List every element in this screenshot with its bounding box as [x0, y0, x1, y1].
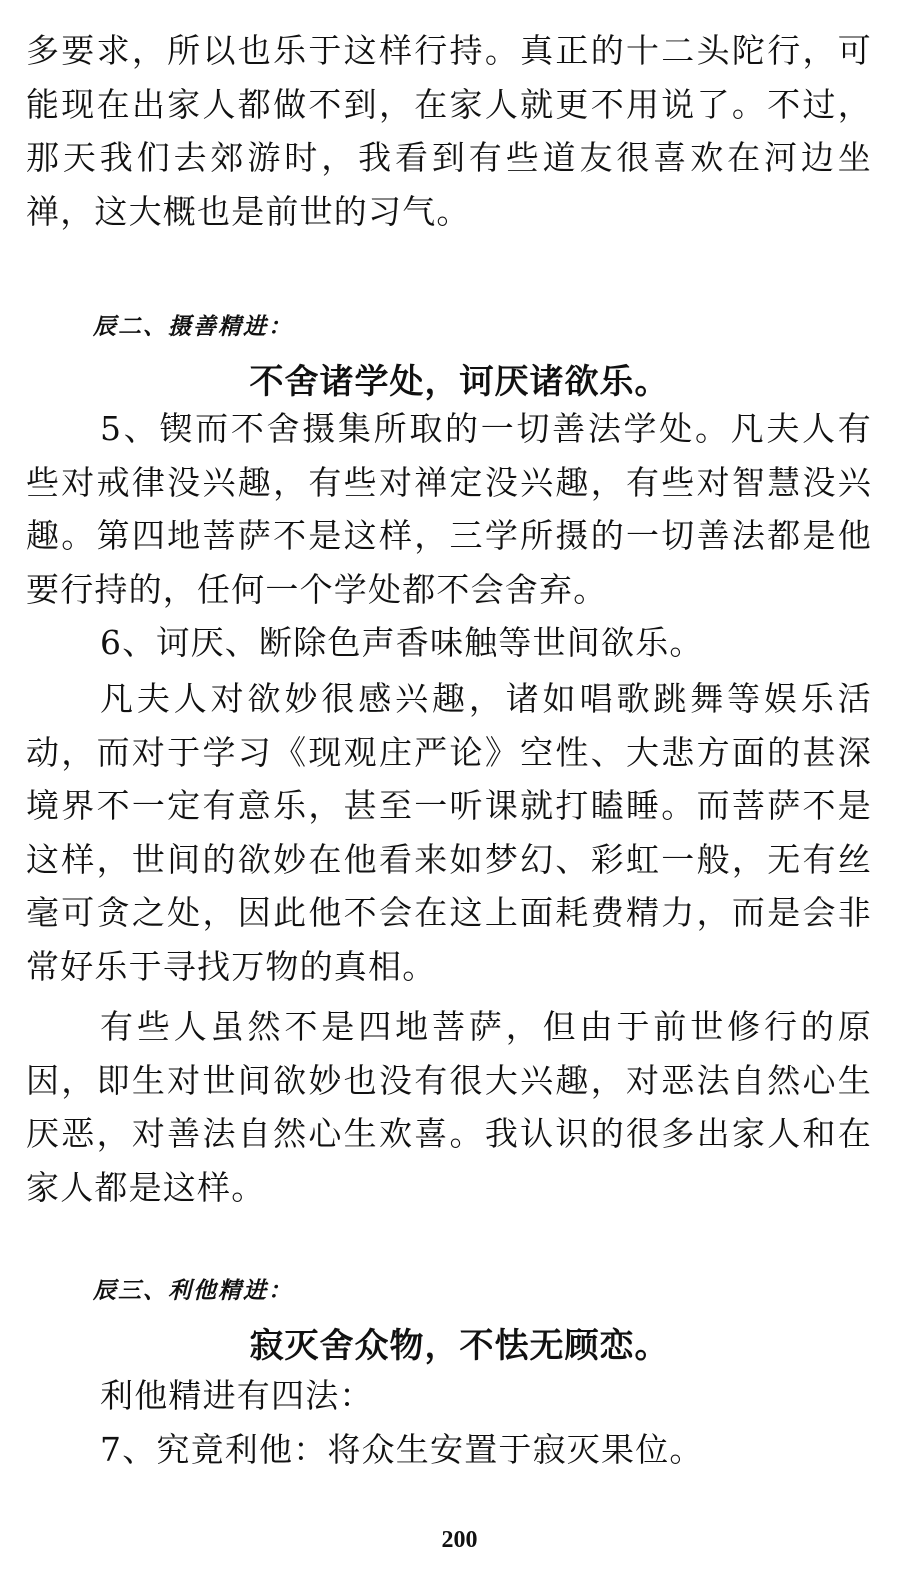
- paragraph-point-6: 6、诃厌、断除色声香味触等世间欲乐。: [100, 623, 704, 662]
- text-line-four-methods: 利他精进有四法：: [100, 1376, 374, 1415]
- paragraph-point-5: 5、锲而不舍摄集所取的一切善法学处。凡夫人有些对戒律没兴趣，有些对禅定没兴趣，有些对智慧没兴趣。第四地菩萨不是这样，三学所摄的一切善法都是他要行持的，任何一个学处都不会舍弃。: [26, 409, 872, 609]
- paragraph-continuation: 多要求，所以也乐于这样行持。真正的十二头陀行，可能现在出家人都做不到，在家人就更不用说了。不过，那天我们去郊游时，我看到有些道友很喜欢在河边坐禅，这大概也是前世的习气。: [26, 31, 872, 231]
- paragraph-some-people: 有些人虽然不是四地菩萨，但由于前世修行的原因，即生对世间欲妙也没有很大兴趣，对恶法自然心生厌恶，对善法自然心生欢喜。我认识的很多出家人和在家人都是这样。: [26, 1007, 872, 1207]
- paragraph-ordinary-people: 凡夫人对欲妙很感兴趣，诸如唱歌跳舞等娱乐活动，而对于学习《现观庄严论》空性、大悲方面的甚深境界不一定有意乐，甚至一听课就打瞌睡。而菩萨不是这样，世间的欲妙在他看来如梦幻、彩虹一般，无有丝毫可贪之处，因此他不会在这上面耗费精力，而是会非常好乐于寻找万物的真相。: [26, 679, 872, 986]
- section-heading-chen-three: 辰三、利他精进：: [93, 1278, 293, 1304]
- verse-line-one: 不舍诸学处，诃厌诸欲乐。: [249, 362, 670, 402]
- text-line-point-7: 7、究竟利他：将众生安置于寂灭果位。: [100, 1430, 704, 1469]
- page-number: 200: [441, 1527, 478, 1553]
- section-heading-chen-two: 辰二、摄善精进：: [93, 314, 293, 340]
- verse-line-two: 寂灭舍众物，不怯无顾恋。: [249, 1326, 670, 1366]
